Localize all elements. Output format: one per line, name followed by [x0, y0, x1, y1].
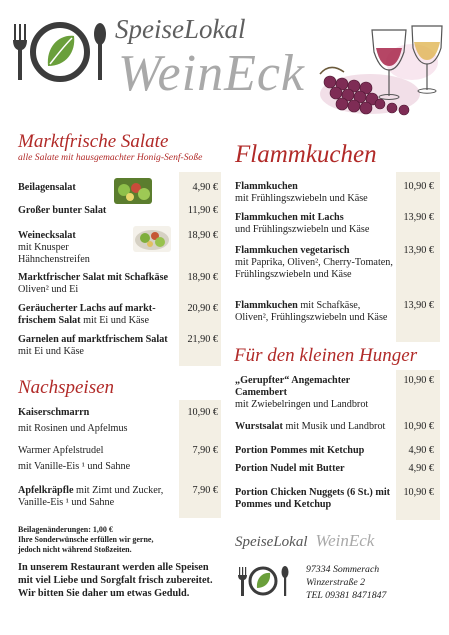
- menu-item: [235, 463, 395, 475]
- menu-item: [18, 303, 168, 327]
- menu-item: [235, 181, 395, 205]
- menu-item: [18, 272, 178, 296]
- item-price: 10,90 €: [403, 181, 434, 192]
- item-name: Großer bunter Salat: [18, 205, 107, 216]
- item-name: Marktfrischer Salat mit Schafkäse: [18, 272, 169, 283]
- item-price: 4,90 €: [408, 463, 434, 474]
- item-price: 10,90 €: [403, 487, 434, 498]
- menu-item: [18, 485, 173, 509]
- item-name: Portion Chicken Nuggets (6 St.) mit Pommes und Ketchup: [235, 487, 391, 510]
- menu-item: [235, 375, 395, 411]
- item-price: 10,90 €: [403, 375, 434, 386]
- menu-item: [235, 421, 395, 433]
- section-subtitle-salate: alle Salate mit hausgemachter Honig-Senf-Soße: [18, 152, 203, 163]
- item-price: 10,90 €: [403, 421, 434, 432]
- section-title-salate: Marktfrische Salate: [18, 131, 169, 152]
- phone-line: TEL 09381 8471847: [306, 590, 387, 601]
- note-line: Wir bitten Sie daher um etwas Geduld.: [18, 588, 190, 599]
- menu-item: [18, 334, 178, 358]
- note-line: Ihre Sonderwünsche erfüllen wir gerne,: [18, 535, 154, 544]
- item-desc: mit Vanille-Eis ¹ und Sahne: [18, 461, 131, 472]
- item-desc: mit Rosinen und Apfelmus: [18, 423, 128, 434]
- item-desc: mit Frühlingszwiebeln und Käse: [235, 193, 368, 204]
- item-name: Flammkuchen vegetarisch: [235, 245, 350, 256]
- menu-item: [235, 487, 395, 511]
- item-price: 20,90 €: [187, 303, 218, 314]
- item-price: 4,90 €: [192, 182, 218, 193]
- item-desc: mit Zimt und Zucker, Vanille-Eis ¹ und Sahne: [18, 485, 164, 508]
- address-line: Winzerstraße 2: [306, 577, 366, 588]
- restaurant-logo-icon: [10, 16, 110, 86]
- footer-brand-b: WeinEck: [315, 531, 375, 550]
- menu-item: [18, 445, 168, 473]
- item-name: Apfelkräpfle: [18, 485, 74, 496]
- salad-bowl-photo-icon: [133, 226, 171, 252]
- item-price: 21,90 €: [187, 334, 218, 345]
- item-price: 13,90 €: [403, 245, 434, 256]
- item-desc: mit Knusper Hähnchenstreifen: [18, 242, 90, 265]
- item-desc: mit Ei und Käse: [18, 346, 84, 357]
- item-desc: mit Paprika, Oliven², Cherry-Tomaten, Frühlingszwiebeln und Käse: [235, 257, 393, 280]
- brand-name-top: SpeiseLokal: [115, 14, 246, 44]
- item-name: Portion Pommes mit Ketchup: [235, 445, 365, 456]
- item-name: Kaiserschmarrn: [18, 407, 90, 418]
- item-name: Wurstsalat: [235, 421, 283, 432]
- item-price: 11,90 €: [187, 205, 218, 216]
- item-desc: mit Ei und Käse: [83, 315, 150, 326]
- item-price: 13,90 €: [403, 300, 434, 311]
- menu-item: [18, 205, 106, 217]
- address-line: 97334 Sommerach: [306, 564, 380, 575]
- menu-item: [235, 445, 395, 457]
- item-price: 10,90 €: [187, 407, 218, 418]
- item-name: Portion Nudel mit Butter: [235, 463, 345, 474]
- note-line: Beilagenänderungen: 1,00 €: [18, 525, 113, 534]
- fresh-preparation-note: [18, 561, 213, 600]
- item-price: 7,90 €: [192, 485, 218, 496]
- item-price: 18,90 €: [187, 272, 218, 283]
- menu-item: [18, 407, 168, 435]
- menu-item: [235, 300, 395, 324]
- item-price: 7,90 €: [192, 445, 218, 456]
- item-price: 13,90 €: [403, 212, 434, 223]
- item-name: Weinecksalat: [18, 230, 76, 241]
- price-column-flammkuchen: [396, 172, 440, 342]
- footer-brand-a: SpeiseLokal: [235, 534, 308, 550]
- section-title-flammkuchen: Flammkuchen: [235, 141, 377, 168]
- footer-logo-icon: [236, 563, 291, 599]
- note-line: mit viel Liebe und Sorgfalt frisch zubereitet.: [18, 575, 213, 586]
- brand-name-bottom: WeinEck: [118, 45, 305, 102]
- item-desc: Oliven² und Ei: [18, 284, 79, 295]
- item-price: 18,90 €: [187, 230, 218, 241]
- menu-item: [235, 212, 395, 236]
- item-desc: mit Schafkäse, Oliven², Frühlingszwiebeln und Käse: [235, 300, 388, 323]
- item-desc: mit Zwiebelringen und Landbrot: [235, 399, 369, 410]
- item-desc: mit Musik und Landbrot: [285, 421, 386, 432]
- salad-photo-icon: [114, 178, 152, 204]
- item-name: Geräucherter Lachs auf markt-frischem Salat: [18, 303, 156, 326]
- item-name: Garnelen auf marktfrischem Salat: [18, 334, 168, 345]
- footer-brand: [235, 531, 374, 551]
- note-line: jedoch nicht während Stoßzeiten.: [18, 545, 132, 554]
- item-name: Beilagensalat: [18, 182, 76, 193]
- item-name: „Gerupfter“ Angemachter Camembert: [235, 375, 350, 398]
- item-name: Flammkuchen: [235, 181, 298, 192]
- item-name: Flammkuchen mit Lachs: [235, 212, 344, 223]
- item-name: Flammkuchen: [235, 300, 298, 311]
- item-name: Warmer Apfelstrudel: [18, 445, 104, 456]
- note-line: In unserem Restaurant werden alle Speisen: [18, 562, 209, 573]
- item-price: 4,90 €: [408, 445, 434, 456]
- side-order-note: [18, 525, 153, 555]
- menu-item: [235, 245, 395, 281]
- item-desc: und Frühlingszwiebeln und Käse: [235, 224, 370, 235]
- section-title-kleiner-hunger: Für den kleinen Hunger: [234, 345, 418, 366]
- wine-glasses-grapes-illustration: [300, 22, 446, 122]
- section-title-nachspeisen: Nachspeisen: [18, 377, 115, 398]
- menu-item: [18, 182, 76, 194]
- address-block: [306, 563, 386, 602]
- menu-item: [18, 230, 118, 266]
